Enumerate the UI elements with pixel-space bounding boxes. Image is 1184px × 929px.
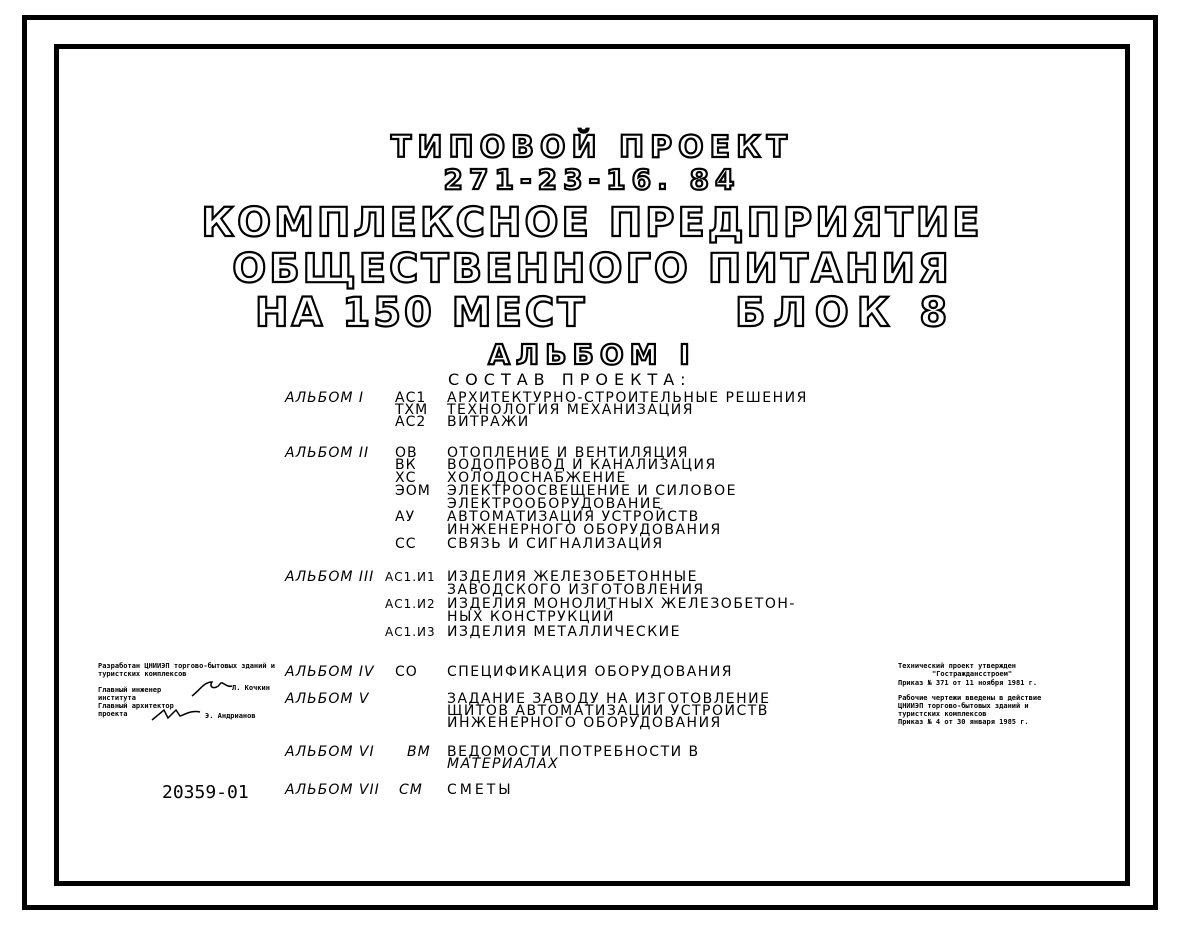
signature-chief-architect xyxy=(150,704,202,724)
institute-label: института xyxy=(98,694,136,702)
title-line-4: ОБЩЕСТВЕННОГО ПИТАНИЯ xyxy=(232,246,952,292)
project-number: 271-23-16. 84 xyxy=(443,163,741,196)
enact-line-2: ЦНИИЭП торгово-бытовых зданий и xyxy=(898,702,1029,710)
album-label: АЛЬБОМ VII xyxy=(285,782,380,798)
album-label: АЛЬБОМ II xyxy=(285,445,370,461)
album-item: НЫХ КОНСТРУКЦИЙ xyxy=(447,609,615,625)
album-code: АС1 xyxy=(395,390,427,406)
album-code: ВК xyxy=(395,457,417,473)
inventory-number: 20359-01 xyxy=(162,782,249,803)
album-label: АЛЬБОМ IV xyxy=(285,664,375,680)
signature-chief-engineer xyxy=(190,678,234,700)
developer-note: Разработан ЦНИИЭП торгово-бытовых зданий и туристских комплексов xyxy=(98,662,276,678)
enact-line-4: Приказ № 4 от 30 января 1985 г. xyxy=(898,718,1029,726)
album-code: АС1.И2 xyxy=(385,597,436,611)
album-code: ТХМ xyxy=(395,402,429,418)
album-item: СМЕТЫ xyxy=(447,782,514,798)
album-item: ЗАДАНИЕ ЗАВОДУ НА ИЗГОТОВЛЕНИЕ xyxy=(447,691,771,707)
album-code: АС1.И3 xyxy=(385,625,436,639)
album-code: ВМ xyxy=(407,744,431,760)
album-item: ВЕДОМОСТИ ПОТРЕБНОСТИ В xyxy=(447,744,700,760)
album-item: СПЕЦИФИКАЦИЯ ОБОРУДОВАНИЯ xyxy=(447,664,734,680)
album-item: ИЗДЕЛИЯ МЕТАЛЛИЧЕСКИЕ xyxy=(447,624,681,640)
album-item: ИНЖЕНЕРНОГО ОБОРУДОВАНИЯ xyxy=(447,522,722,538)
chief-architect-name: Э. Андрианов xyxy=(205,712,256,720)
album-code: ЭОМ xyxy=(395,483,431,499)
album-code: АУ xyxy=(395,509,416,525)
album-item: ИНЖЕНЕРНОГО ОБОРУДОВАНИЯ xyxy=(447,715,722,731)
title-line-1: ТИПОВОЙ ПРОЕКТ xyxy=(390,130,794,165)
album-title: АЛЬБОМ I xyxy=(488,338,696,371)
album-code: АС1.И1 xyxy=(385,570,436,584)
album-code: ОВ xyxy=(395,445,418,461)
chief-engineer-name: Л. Кочкин xyxy=(232,684,270,692)
album-item: ИЗДЕЛИЯ МОНОЛИТНЫХ ЖЕЛЕЗОБЕТОН- xyxy=(447,596,796,612)
album-item: ЭЛЕКТРООБОРУДОВАНИЕ xyxy=(447,496,663,512)
title-line-3: КОМПЛЕКСНОЕ ПРЕДПРИЯТИЕ xyxy=(201,200,983,246)
album-code: СО xyxy=(395,664,418,680)
album-item: ВИТРАЖИ xyxy=(447,414,530,430)
album-item: ЩИТОВ АВТОМАТИЗАЦИИ УСТРОЙСТВ xyxy=(447,703,769,719)
album-item: ЗАВОДСКОГО ИЗГОТОВЛЕНИЯ xyxy=(447,582,705,598)
album-label: АЛЬБОМ I xyxy=(285,390,364,406)
composition-heading: СОСТАВ ПРОЕКТА: xyxy=(448,370,692,389)
approval-line-2: "Гостраждансстроем" xyxy=(932,670,1013,678)
title-seats: НА 150 МЕСТ xyxy=(255,290,588,336)
album-item: ЭЛЕКТРООСВЕЩЕНИЕ И СИЛОВОЕ xyxy=(447,483,737,499)
album-item: СВЯЗЬ И СИГНАЛИЗАЦИЯ xyxy=(447,536,664,552)
album-item: АВТОМАТИЗАЦИЯ УСТРОЙСТВ xyxy=(447,509,700,525)
album-code: ХС xyxy=(395,470,417,486)
album-item: ВОДОПРОВОД И КАНАЛИЗАЦИЯ xyxy=(447,457,717,473)
album-label: АЛЬБОМ V xyxy=(285,691,370,707)
enact-line-1: Рабочие чертежи введены в действие xyxy=(898,694,1042,702)
album-code: СМ xyxy=(399,782,423,798)
chief-engineer-label: Главный инженер xyxy=(98,686,162,694)
album-item: ХОЛОДОСНАБЖЕНИЕ xyxy=(447,470,627,486)
enact-line-3: туристских комплексов xyxy=(898,710,987,718)
album-label: АЛЬБОМ VI xyxy=(285,744,375,760)
album-code: АС2 xyxy=(395,414,427,430)
album-label: АЛЬБОМ III xyxy=(285,569,375,585)
title-block: БЛОК 8 xyxy=(735,290,956,336)
album-item: МАТЕРИАЛАХ xyxy=(447,756,560,772)
approval-line-1: Технический проект утвержден xyxy=(898,662,1017,670)
chief-architect-label: Главный архитектор проекта xyxy=(98,702,174,718)
approval-line-3: Приказ № 371 от 11 ноября 1981 г. xyxy=(898,679,1038,687)
album-item: ТЕХНОЛОГИЯ МЕХАНИЗАЦИЯ xyxy=(447,402,694,418)
album-code: СС xyxy=(395,536,417,552)
album-item: АРХИТЕКТУРНО-СТРОИТЕЛЬНЫЕ РЕШЕНИЯ xyxy=(447,390,808,406)
album-item: ИЗДЕЛИЯ ЖЕЛЕЗОБЕТОННЫЕ xyxy=(447,569,698,585)
album-item: ОТОПЛЕНИЕ И ВЕНТИЛЯЦИЯ xyxy=(447,445,690,461)
